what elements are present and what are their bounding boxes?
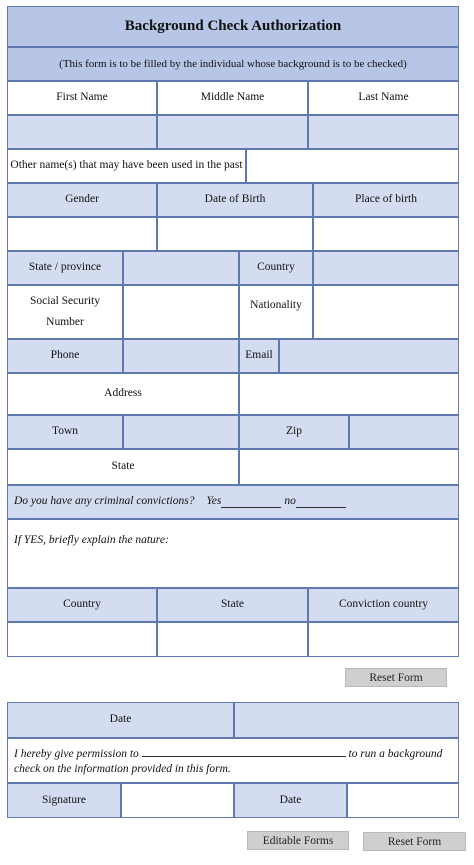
address-field[interactable] bbox=[239, 373, 459, 415]
signature-field[interactable] bbox=[121, 783, 234, 818]
criminal-question-text: Do you have any criminal convictions? bbox=[14, 495, 195, 508]
criminal-convictions-question bbox=[7, 485, 459, 519]
yes-label: Yes bbox=[206, 495, 222, 508]
conviction-state-field[interactable] bbox=[157, 622, 308, 657]
other-names-field[interactable] bbox=[246, 149, 459, 183]
no-label: no bbox=[284, 495, 296, 508]
date-of-birth-label: Date of Birth bbox=[157, 183, 313, 217]
form-title bbox=[7, 6, 459, 47]
ssn-field[interactable] bbox=[123, 285, 239, 339]
yes-blank[interactable] bbox=[221, 496, 281, 508]
conviction-country-name-field[interactable] bbox=[308, 622, 459, 657]
nationality-label-text: Nationality bbox=[250, 299, 302, 311]
editable-forms-button[interactable]: Editable Forms bbox=[247, 831, 349, 850]
email-field[interactable] bbox=[279, 339, 459, 373]
state-field[interactable] bbox=[239, 449, 459, 485]
signature-label: Signature bbox=[7, 783, 121, 818]
signature-date-field[interactable] bbox=[347, 783, 459, 818]
conviction-country-header: Country bbox=[7, 588, 157, 622]
middle-name-label: Middle Name bbox=[157, 81, 308, 115]
gender-label: Gender bbox=[7, 183, 157, 217]
gender-field[interactable] bbox=[7, 217, 157, 251]
permission-statement bbox=[7, 738, 459, 783]
background-check-form bbox=[7, 6, 459, 657]
place-of-birth-label: Place of birth bbox=[313, 183, 459, 217]
place-of-birth-field[interactable] bbox=[313, 217, 459, 251]
zip-field[interactable] bbox=[349, 415, 459, 449]
ssn-label-line1: Social Security bbox=[30, 295, 100, 308]
conviction-country-name-header: Conviction country bbox=[308, 588, 459, 622]
first-name-label: First Name bbox=[7, 81, 157, 115]
middle-name-field[interactable] bbox=[157, 115, 308, 149]
country-label: Country bbox=[239, 251, 313, 285]
nationality-label bbox=[239, 285, 313, 339]
explain-nature-field[interactable] bbox=[7, 519, 459, 588]
auth-date-label: Date bbox=[7, 702, 234, 738]
phone-field[interactable] bbox=[123, 339, 239, 373]
email-label: Email bbox=[239, 339, 279, 373]
state-province-field[interactable] bbox=[123, 251, 239, 285]
no-blank[interactable] bbox=[296, 496, 346, 508]
ssn-label bbox=[7, 285, 123, 339]
reset-form-button[interactable]: Reset Form bbox=[345, 668, 447, 687]
conviction-country-field[interactable] bbox=[7, 622, 157, 657]
other-names-label: Other name(s) that may have been used in the past bbox=[7, 149, 246, 183]
permission-name-blank[interactable] bbox=[142, 745, 346, 757]
ssn-label-line2: Number bbox=[46, 315, 84, 328]
permission-line-1 bbox=[14, 745, 442, 762]
country-field[interactable] bbox=[313, 251, 459, 285]
reset-form-bottom-button[interactable]: Reset Form bbox=[363, 832, 466, 851]
state-province-label: State / province bbox=[7, 251, 123, 285]
permission-suffix: to run a background bbox=[348, 747, 443, 760]
signature-date-label: Date bbox=[234, 783, 347, 818]
auth-date-field[interactable] bbox=[234, 702, 459, 738]
form-title-text: Background Check Authorization bbox=[124, 18, 342, 35]
town-field[interactable] bbox=[123, 415, 239, 449]
form-subtitle-text: (This form is to be filled by the individual whose background is to be checked) bbox=[59, 57, 407, 70]
conviction-state-header: State bbox=[157, 588, 308, 622]
town-label: Town bbox=[7, 415, 123, 449]
authorization-section bbox=[7, 702, 459, 818]
permission-line-2: check on the information provided in this form. bbox=[14, 762, 231, 775]
last-name-field[interactable] bbox=[308, 115, 459, 149]
phone-label: Phone bbox=[7, 339, 123, 373]
last-name-label: Last Name bbox=[308, 81, 459, 115]
date-of-birth-field[interactable] bbox=[157, 217, 313, 251]
permission-prefix: I hereby give permission to bbox=[14, 747, 139, 760]
address-label: Address bbox=[7, 373, 239, 415]
nationality-field[interactable] bbox=[313, 285, 459, 339]
form-subtitle bbox=[7, 47, 459, 81]
explain-nature-label: If YES, briefly explain the nature: bbox=[14, 534, 169, 546]
state-label: State bbox=[7, 449, 239, 485]
first-name-field[interactable] bbox=[7, 115, 157, 149]
zip-label: Zip bbox=[239, 415, 349, 449]
